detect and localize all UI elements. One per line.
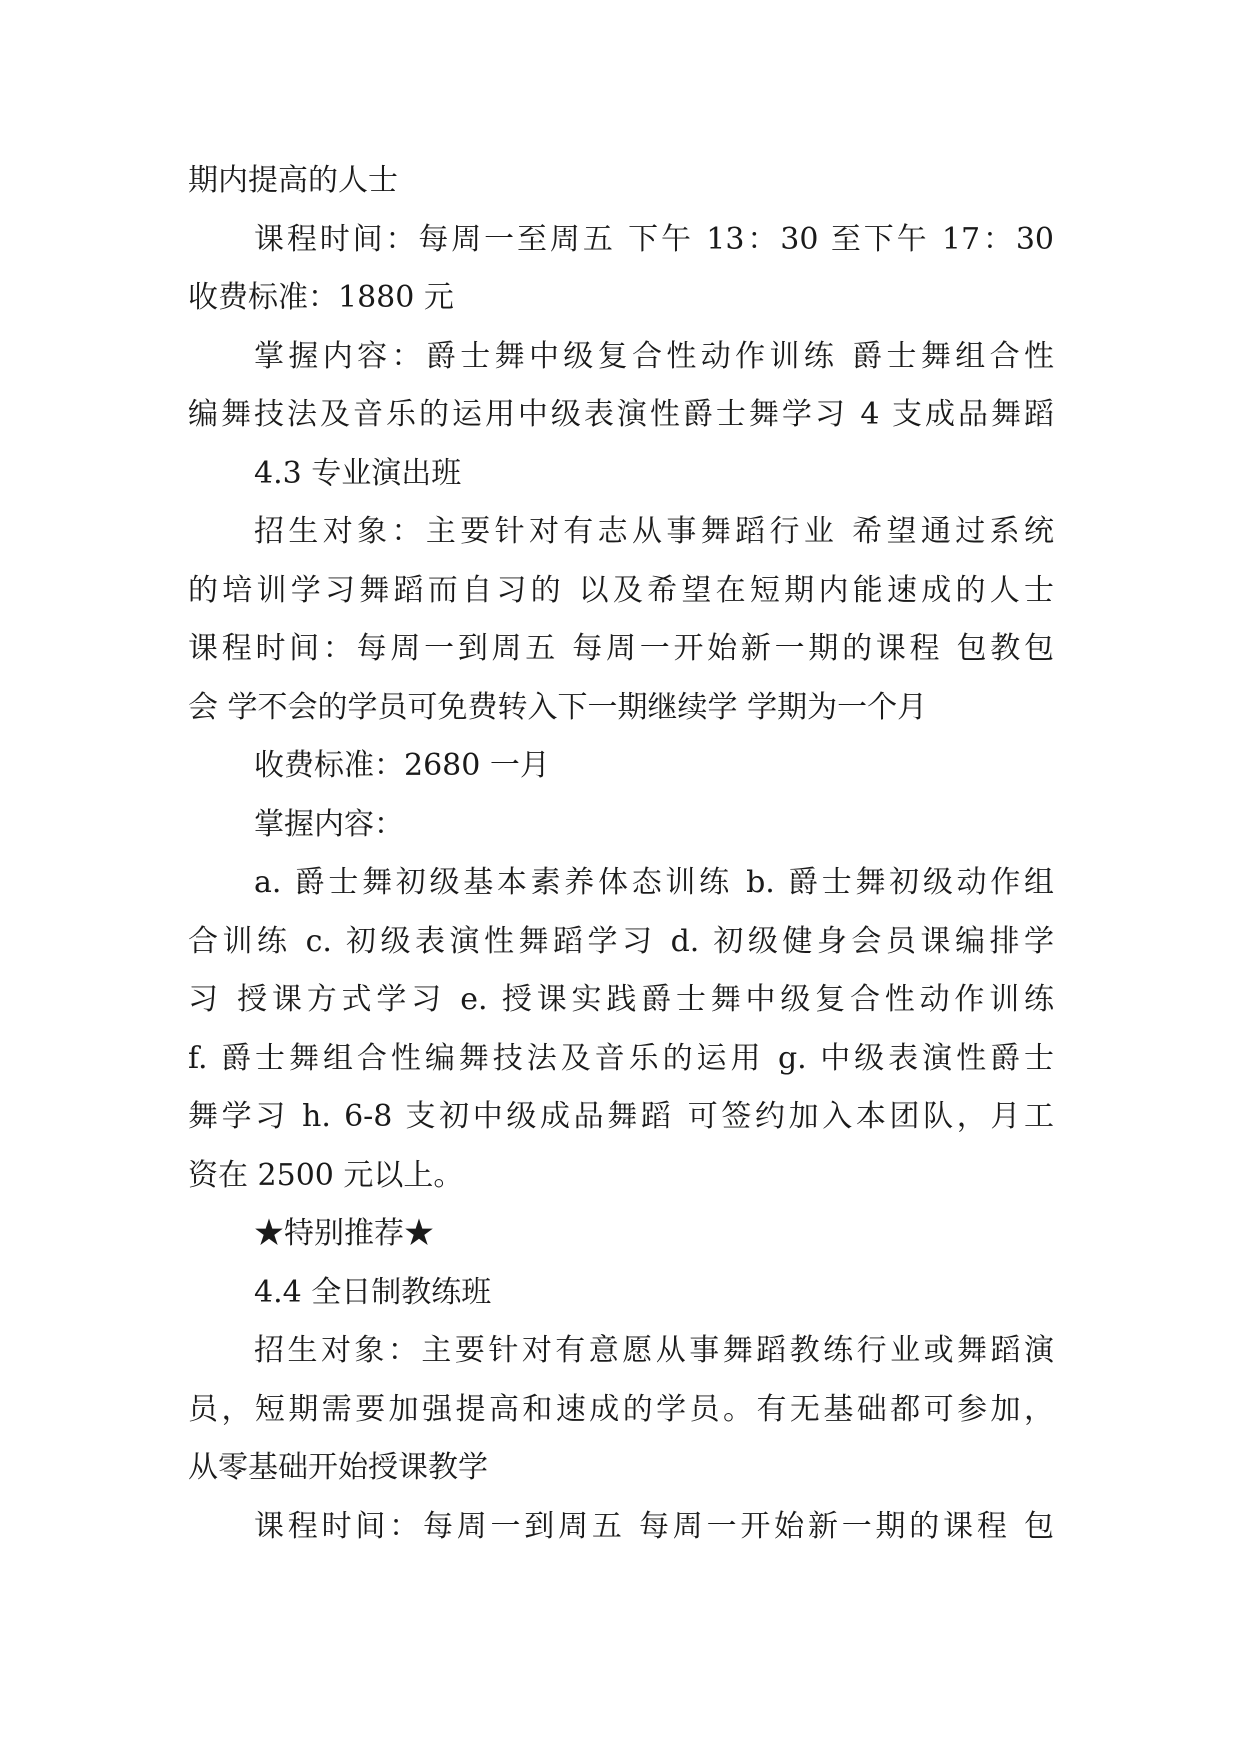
enrollment-line: 招生对象：主要针对有意愿从事舞蹈教练行业或舞蹈演 (254, 1333, 1054, 1368)
body-text-line: 编舞技法及音乐的运用中级表演性爵士舞学习 4 支成品舞蹈 (188, 397, 1054, 432)
content-list-line: 资在 2500 元以上。 (188, 1157, 464, 1193)
content-list-line: f. 爵士舞组合性编舞技法及音乐的运用 g. 中级表演性爵士 (188, 1040, 1054, 1076)
document-body (188, 152, 1054, 1556)
content-list-line: 习 授课方式学习 e. 授课实践爵士舞中级复合性动作训练 (188, 982, 1054, 1017)
content-line: 掌握内容：爵士舞中级复合性动作训练 爵士舞组合性 (254, 338, 1054, 374)
recommendation-line: ★特别推荐★ (254, 1216, 434, 1251)
body-text-line: 会 学不会的学员可免费转入下一期继续学 学期为一个月 (188, 689, 928, 725)
content-list-line: a. 爵士舞初级基本素养体态训练 b. 爵士舞初级动作组 (254, 865, 1054, 900)
section-heading: 4.3 专业演出班 (254, 455, 462, 491)
content-list-line: 舞学习 h. 6-8 支初中级成品舞蹈 可签约加入本团队，月工 (188, 1099, 1054, 1134)
fee-line: 收费标准：1880 元 (188, 280, 454, 315)
schedule-line: 课程时间：每周一至周五 下午 13：30 至下午 17：30 (254, 221, 1054, 257)
body-text-line: 期内提高的人士 (188, 163, 398, 198)
body-text-line: 的培训学习舞蹈而自习的 以及希望在短期内能速成的人士 (188, 572, 1054, 608)
content-list-line: 合训练 c. 初级表演性舞蹈学习 d. 初级健身会员课编排学 (188, 923, 1054, 959)
enrollment-line: 招生对象：主要针对有志从事舞蹈行业 希望通过系统 (254, 514, 1054, 549)
body-text-line: 从零基础开始授课教学 (188, 1450, 488, 1485)
schedule-line: 课程时间：每周一到周五 每周一开始新一期的课程 包教包 (188, 631, 1054, 666)
content-heading-line: 掌握内容： (254, 806, 404, 842)
schedule-line: 课程时间：每周一到周五 每周一开始新一期的课程 包 (254, 1508, 1054, 1544)
section-heading: 4.4 全日制教练班 (254, 1274, 492, 1310)
body-text-line: 员，短期需要加强提高和速成的学员。有无基础都可参加， (188, 1391, 1054, 1427)
fee-line: 收费标准：2680 一月 (254, 748, 550, 783)
